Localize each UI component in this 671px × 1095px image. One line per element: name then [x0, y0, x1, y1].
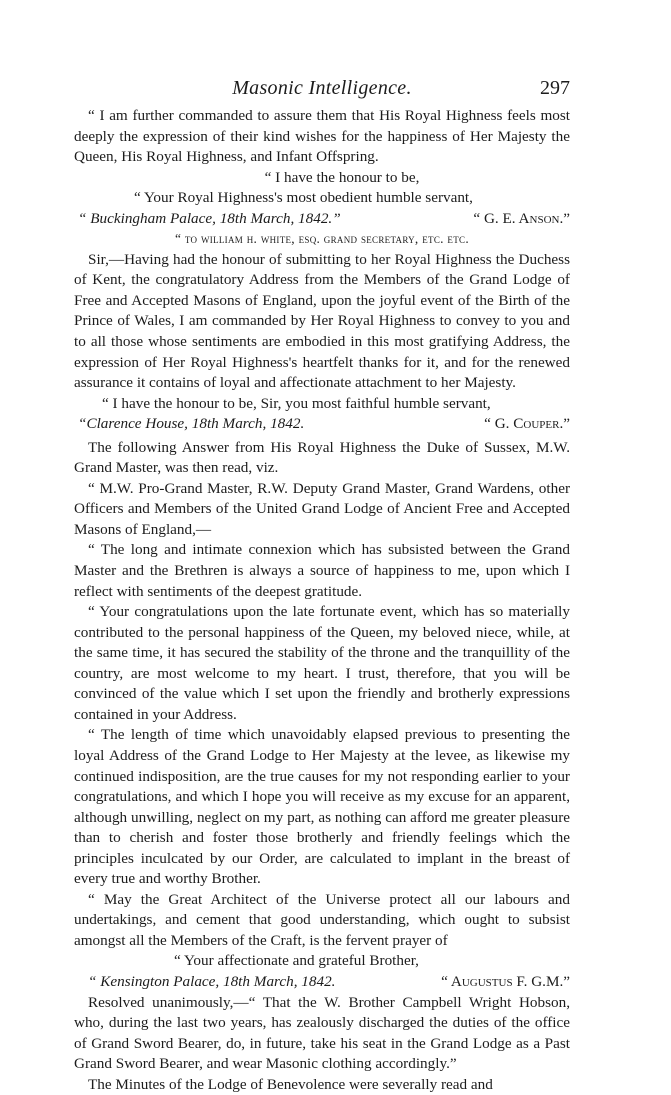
- signature-name: “ G. Couper.”: [484, 415, 570, 433]
- address-line: “ to william h. white, esq. grand secretary, etc. etc.: [175, 231, 469, 247]
- paragraph-1: “ I am further commanded to assure them that His Royal Highness feels most deeply the expression of their kind wishes for the happiness of Her Majesty the Queen, His Royal Highness, and Infant Offspring.: [74, 107, 570, 166]
- paragraph-9: Resolved unanimously,—“ That the W. Brother Campbell Wright Hobson, who, during the last two years, has zealously discharged the duties of the office of Grand Sword Bearer, do, in future, take his seat in the Grand Lodge as a Past Grand Sword Bearer, and wear Masonic clothing accordingly.”: [74, 993, 570, 1073]
- paragraph-2: Sir,—Having had the honour of submitting to her Royal Highness the Duchess of Kent, the congratulatory Address from the Members of the Grand Lodge of Free and Accepted Masons of England, upon the joyful event of the Birth of the Prince of Wales, I am commanded by Her Royal Highness to convey to you and to all those whose sentiments are embodied in this most gratifying Address, the expression of Her Royal Highness's heartfelt thanks for it, and for the renewed assurance it contains of loyal and affectionate attachment to her Majesty.: [74, 250, 570, 392]
- signature-row-2: [74, 414, 570, 435]
- paragraph-6: “ Your congratulations upon the late fortunate event, which has so materially contributed to the personal happiness of the Queen, my beloved niece, while, at the same time, it has secured the stability of the throne and the tranquillity of the country, are most welcome to my heart. I trust, therefore, that you will be convinced of the value which I set upon the friendly and brotherly expressions contained in your Address.: [74, 603, 570, 723]
- closing-line-4: “ Your affectionate and grateful Brother,: [174, 952, 419, 970]
- paragraph-3: The following Answer from His Royal Highness the Duke of Sussex, M.W. Grand Master, was then read, viz.: [74, 438, 570, 477]
- signature-place: “ Buckingham Palace, 18th March, 1842.”: [78, 209, 341, 227]
- signature-place: “Clarence House, 18th March, 1842.: [78, 415, 305, 433]
- closing-line-2: “ Your Royal Highness's most obedient humble servant,: [134, 189, 473, 207]
- signature-name: “ G. E. Anson.”: [473, 209, 570, 227]
- running-title: Masonic Intelligence.: [232, 77, 412, 99]
- page-number: 297: [540, 77, 570, 99]
- paragraph-10: The Minutes of the Lodge of Benevolence were severally read and: [88, 1075, 493, 1093]
- signature-row-1: [74, 209, 570, 230]
- signature-place: “ Kensington Palace, 18th March, 1842.: [88, 972, 336, 990]
- signature-name: “ Augustus F. G.M.”: [441, 972, 570, 990]
- paragraph-8: “ May the Great Architect of the Universe protect all our labours and undertakings, and cement that good understanding, which ought to subsist amongst all the Members of the Craft, is the fervent prayer of: [74, 890, 570, 949]
- paragraph-4: “ M.W. Pro-Grand Master, R.W. Deputy Grand Master, Grand Wardens, other Officers and Members of the United Grand Lodge of Ancient Free and Accepted Masons of England,—: [74, 479, 570, 538]
- closing-line-3: “ I have the honour to be, Sir, you most faithful humble servant,: [102, 394, 491, 412]
- document-page: [74, 78, 570, 1095]
- signature-row-3: [74, 972, 570, 993]
- paragraph-7: “ The length of time which unavoidably elapsed previous to presenting the loyal Address of the Grand Lodge to Her Majesty at the levee, as likewise my continued indisposition, are the true causes for my not responding earlier to your congratulations, and which I hope you will receive as my excuse for an apparent, although unwilling, neglect on my part, as nothing can afford me greater pleasure than to cherish and foster those brotherly and friendly feelings which the principles inculcated by our Order, are calculated to implant in the breast of every true and worthy Brother.: [74, 726, 570, 888]
- closing-line-1: “ I have the honour to be,: [264, 168, 420, 186]
- page-header: [74, 78, 570, 106]
- paragraph-5: “ The long and intimate connexion which has subsisted between the Grand Master and the Brethren is always a source of happiness to me, upon which I reflect with sentiments of the deepest gratitude.: [74, 541, 570, 600]
